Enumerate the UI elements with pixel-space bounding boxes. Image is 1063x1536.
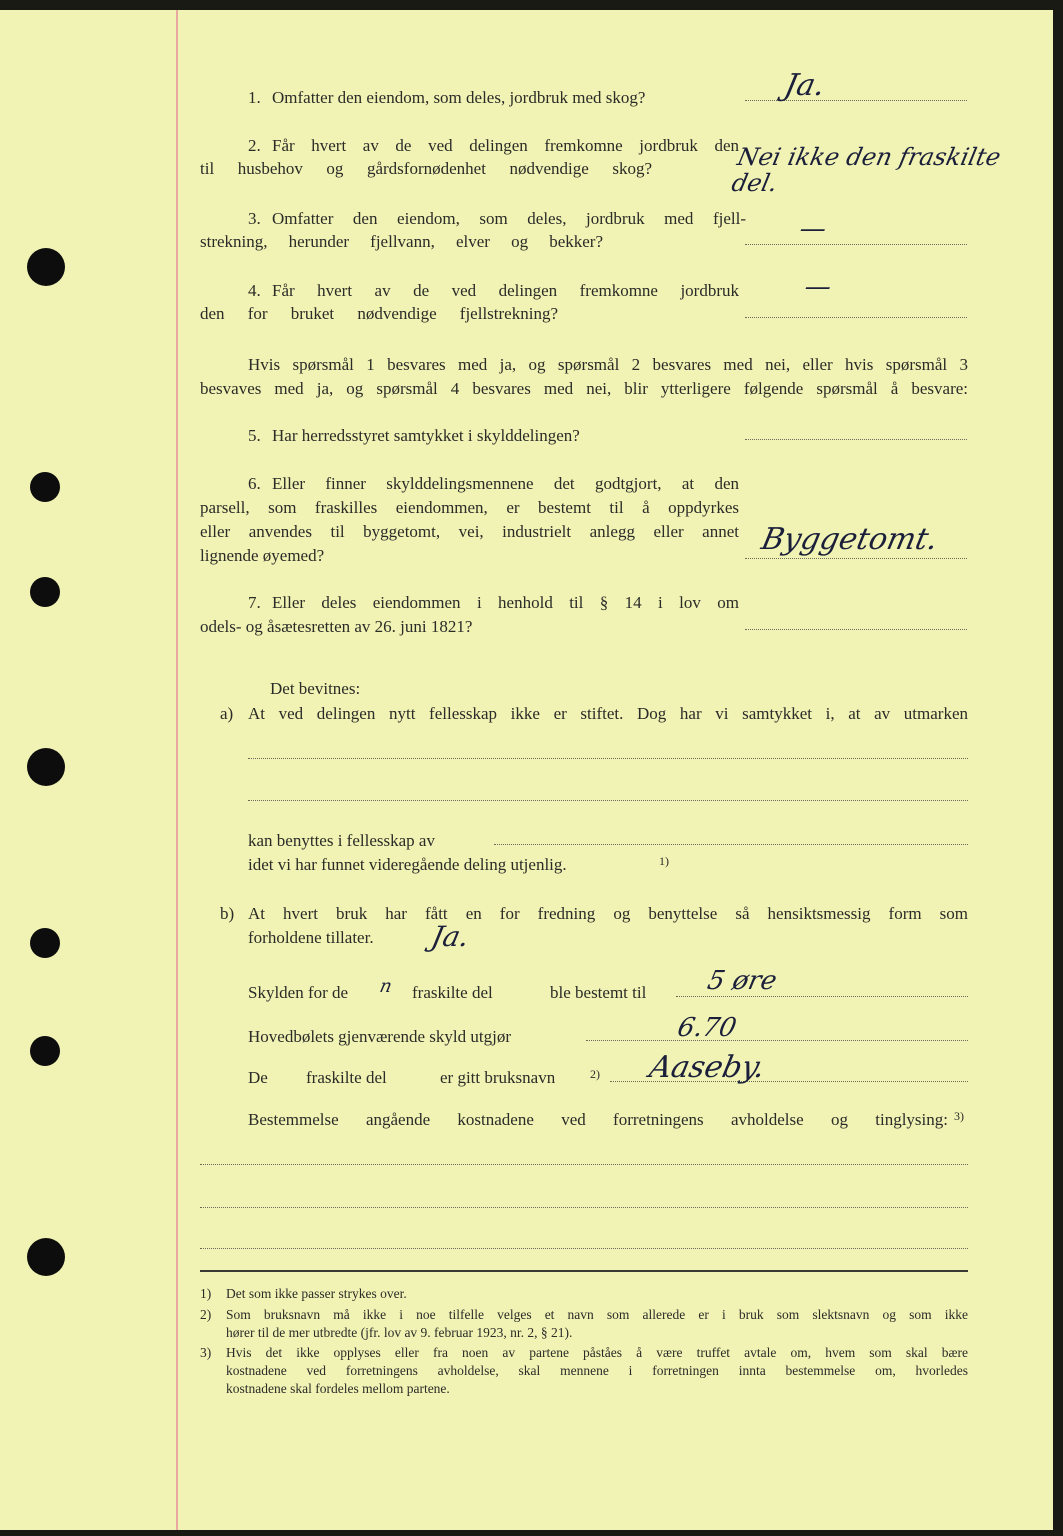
certify-a-text: At ved delingen nytt fellesskap ikke er stiftet. Dog har vi samtykket i, at av utmarken — [248, 704, 968, 723]
hoved-label: Hovedbølets gjenværende skyld utgjør — [248, 1027, 511, 1046]
footnote-3-text: Hvis det ikke opplyses eller fra noen av partene påståes å være truffet avtale om, hvem som skal bære — [226, 1345, 968, 1360]
question-1-text: Omfatter den eiendom, som deles, jordbruk med skog? — [272, 88, 646, 107]
question-5-text: Har herredsstyret samtykket i skylddelingen? — [272, 426, 580, 445]
punch-hole — [30, 577, 60, 607]
question-6-text-cont: eller anvendes til byggetomt, vei, industrielt anlegg eller annet — [200, 522, 739, 541]
bestemmelse-label: Bestemmelse angående kostnadene ved forretningens avholdelse og tinglysing: — [248, 1110, 948, 1129]
question-6-text-cont: parsell, som fraskilles eiendommen, er bestemt til å oppdyrkes — [200, 498, 739, 517]
skyld-label-3: ble bestemt til — [550, 983, 647, 1002]
fill-line — [248, 758, 968, 759]
question-6-text-cont: lignende øyemed? — [200, 546, 325, 565]
bruks-label-2: fraskilte del — [306, 1068, 387, 1087]
certify-a-label: a) — [220, 704, 234, 723]
question-7-text: Eller deles eiendommen i henhold til § 14 i lov om — [272, 593, 739, 612]
bruks-label: De — [248, 1068, 268, 1087]
question-4-text-cont: den for bruket nødvendige fjellstrekning? — [200, 304, 558, 323]
question-7-text-cont: odels- og åsætesretten av 26. juni 1821? — [200, 617, 473, 636]
footnote-3-text-cont: kostnadene skal fordeles mellom partene. — [226, 1381, 450, 1396]
question-2-text: Får hvert av de ved delingen fremkomne jordbruk den — [272, 136, 739, 155]
certify-b-text-cont: forholdene tillater. — [248, 928, 374, 947]
certify-b-label: b) — [220, 904, 235, 923]
answer-line — [745, 629, 967, 630]
footnote-ref-1: 1) — [659, 854, 669, 868]
punch-hole — [30, 928, 60, 958]
hoved-value: 6.70 — [674, 1013, 740, 1043]
footnote-2-mark: 2) — [200, 1307, 212, 1322]
fill-line — [494, 844, 968, 845]
answer-3-handwritten: — — [796, 214, 830, 244]
question-4-number: 4. — [248, 281, 261, 300]
answer-2-handwritten: Nei ikke den fraskilte del. — [729, 143, 1004, 197]
instruction-line-2: besvaves med ja, og spørsmål 4 besvares med nei, blir ytterligere følgende spørsmål å besvare: — [200, 379, 968, 398]
skyld-label: Skylden for de — [248, 983, 349, 1002]
skyld-label-2: fraskilte del — [412, 983, 493, 1002]
skyld-handwritten-suffix: n — [377, 976, 394, 997]
question-6-number: 6. — [248, 474, 261, 493]
answer-line — [745, 439, 967, 440]
fill-line — [676, 996, 968, 997]
footnote-3-mark: 3) — [200, 1345, 212, 1360]
certify-b-text: At hvert bruk har fått en for fredning og benyttelse så hensiktsmessig form som — [248, 904, 968, 923]
skyld-value: 5 øre — [704, 966, 780, 996]
bruks-label-3: er gitt bruksnavn — [440, 1068, 556, 1087]
answer-line — [745, 100, 967, 101]
footnote-2-text-cont: hører til de mer utbredte (jfr. lov av 9. februar 1923, nr. 2, § 21). — [226, 1325, 573, 1340]
footnote-rule — [200, 1270, 968, 1272]
footnote-3-text-cont: kostnadene ved forretningens avholdelse, skal mennene i forretningen innta bestemmelse om, hvorledes — [226, 1363, 968, 1378]
fill-line — [200, 1207, 968, 1208]
footnote-1-mark: 1) — [200, 1286, 212, 1301]
answer-line — [745, 558, 967, 559]
fill-line — [200, 1248, 968, 1249]
punch-hole — [27, 1238, 65, 1276]
certify-b-handwritten: Ja. — [428, 920, 473, 953]
question-5-number: 5. — [248, 426, 261, 445]
answer-4-handwritten: — — [801, 272, 835, 302]
answer-6-handwritten: Byggetomt. — [758, 522, 942, 557]
punch-hole — [30, 1036, 60, 1066]
question-6-text: Eller finner skylddelingsmennene det godtgjort, at den — [272, 474, 739, 493]
answer-line — [745, 317, 967, 318]
question-3-text: Omfatter den eiendom, som deles, jordbruk med fjell- — [272, 209, 746, 228]
fill-line — [200, 1164, 968, 1165]
punch-hole — [27, 748, 65, 786]
question-3-text-cont: strekning, herunder fjellvann, elver og bekker? — [200, 232, 603, 251]
footnote-2-text: Som bruksnavn må ikke i noe tilfelle velges et navn som allerede er i bruk som slektsnavn og som ikke — [226, 1307, 968, 1322]
bruks-value: Aaseby. — [646, 1050, 769, 1085]
question-2-number: 2. — [248, 136, 261, 155]
question-7-number: 7. — [248, 593, 261, 612]
question-3-number: 3. — [248, 209, 261, 228]
certify-a-line3: kan benyttes i fellesskap av — [248, 831, 435, 850]
punch-hole — [27, 248, 65, 286]
question-2-text-cont: til husbehov og gårdsfornødenhet nødvendige skog? — [200, 159, 652, 178]
punch-hole — [30, 472, 60, 502]
footnote-1-text: Det som ikke passer strykes over. — [226, 1286, 407, 1301]
margin-line — [176, 10, 178, 1530]
answer-line — [745, 244, 967, 245]
footnote-ref-2: 2) — [590, 1067, 600, 1081]
certify-heading: Det bevitnes: — [270, 679, 361, 698]
form-page — [0, 10, 1053, 1530]
question-4-text: Får hvert av de ved delingen fremkomne jordbruk — [272, 281, 739, 300]
fill-line — [248, 800, 968, 801]
question-1-number: 1. — [248, 88, 261, 107]
answer-1-handwritten: Ja. — [781, 68, 829, 103]
instruction-line-1: Hvis spørsmål 1 besvares med ja, og spørsmål 2 besvares med nei, eller hvis spørsmål 3 — [248, 355, 968, 374]
certify-a-line4: idet vi har funnet videregående deling utjenlig. — [248, 855, 567, 874]
footnote-ref-3: 3) — [954, 1109, 964, 1123]
fill-line — [586, 1040, 968, 1041]
